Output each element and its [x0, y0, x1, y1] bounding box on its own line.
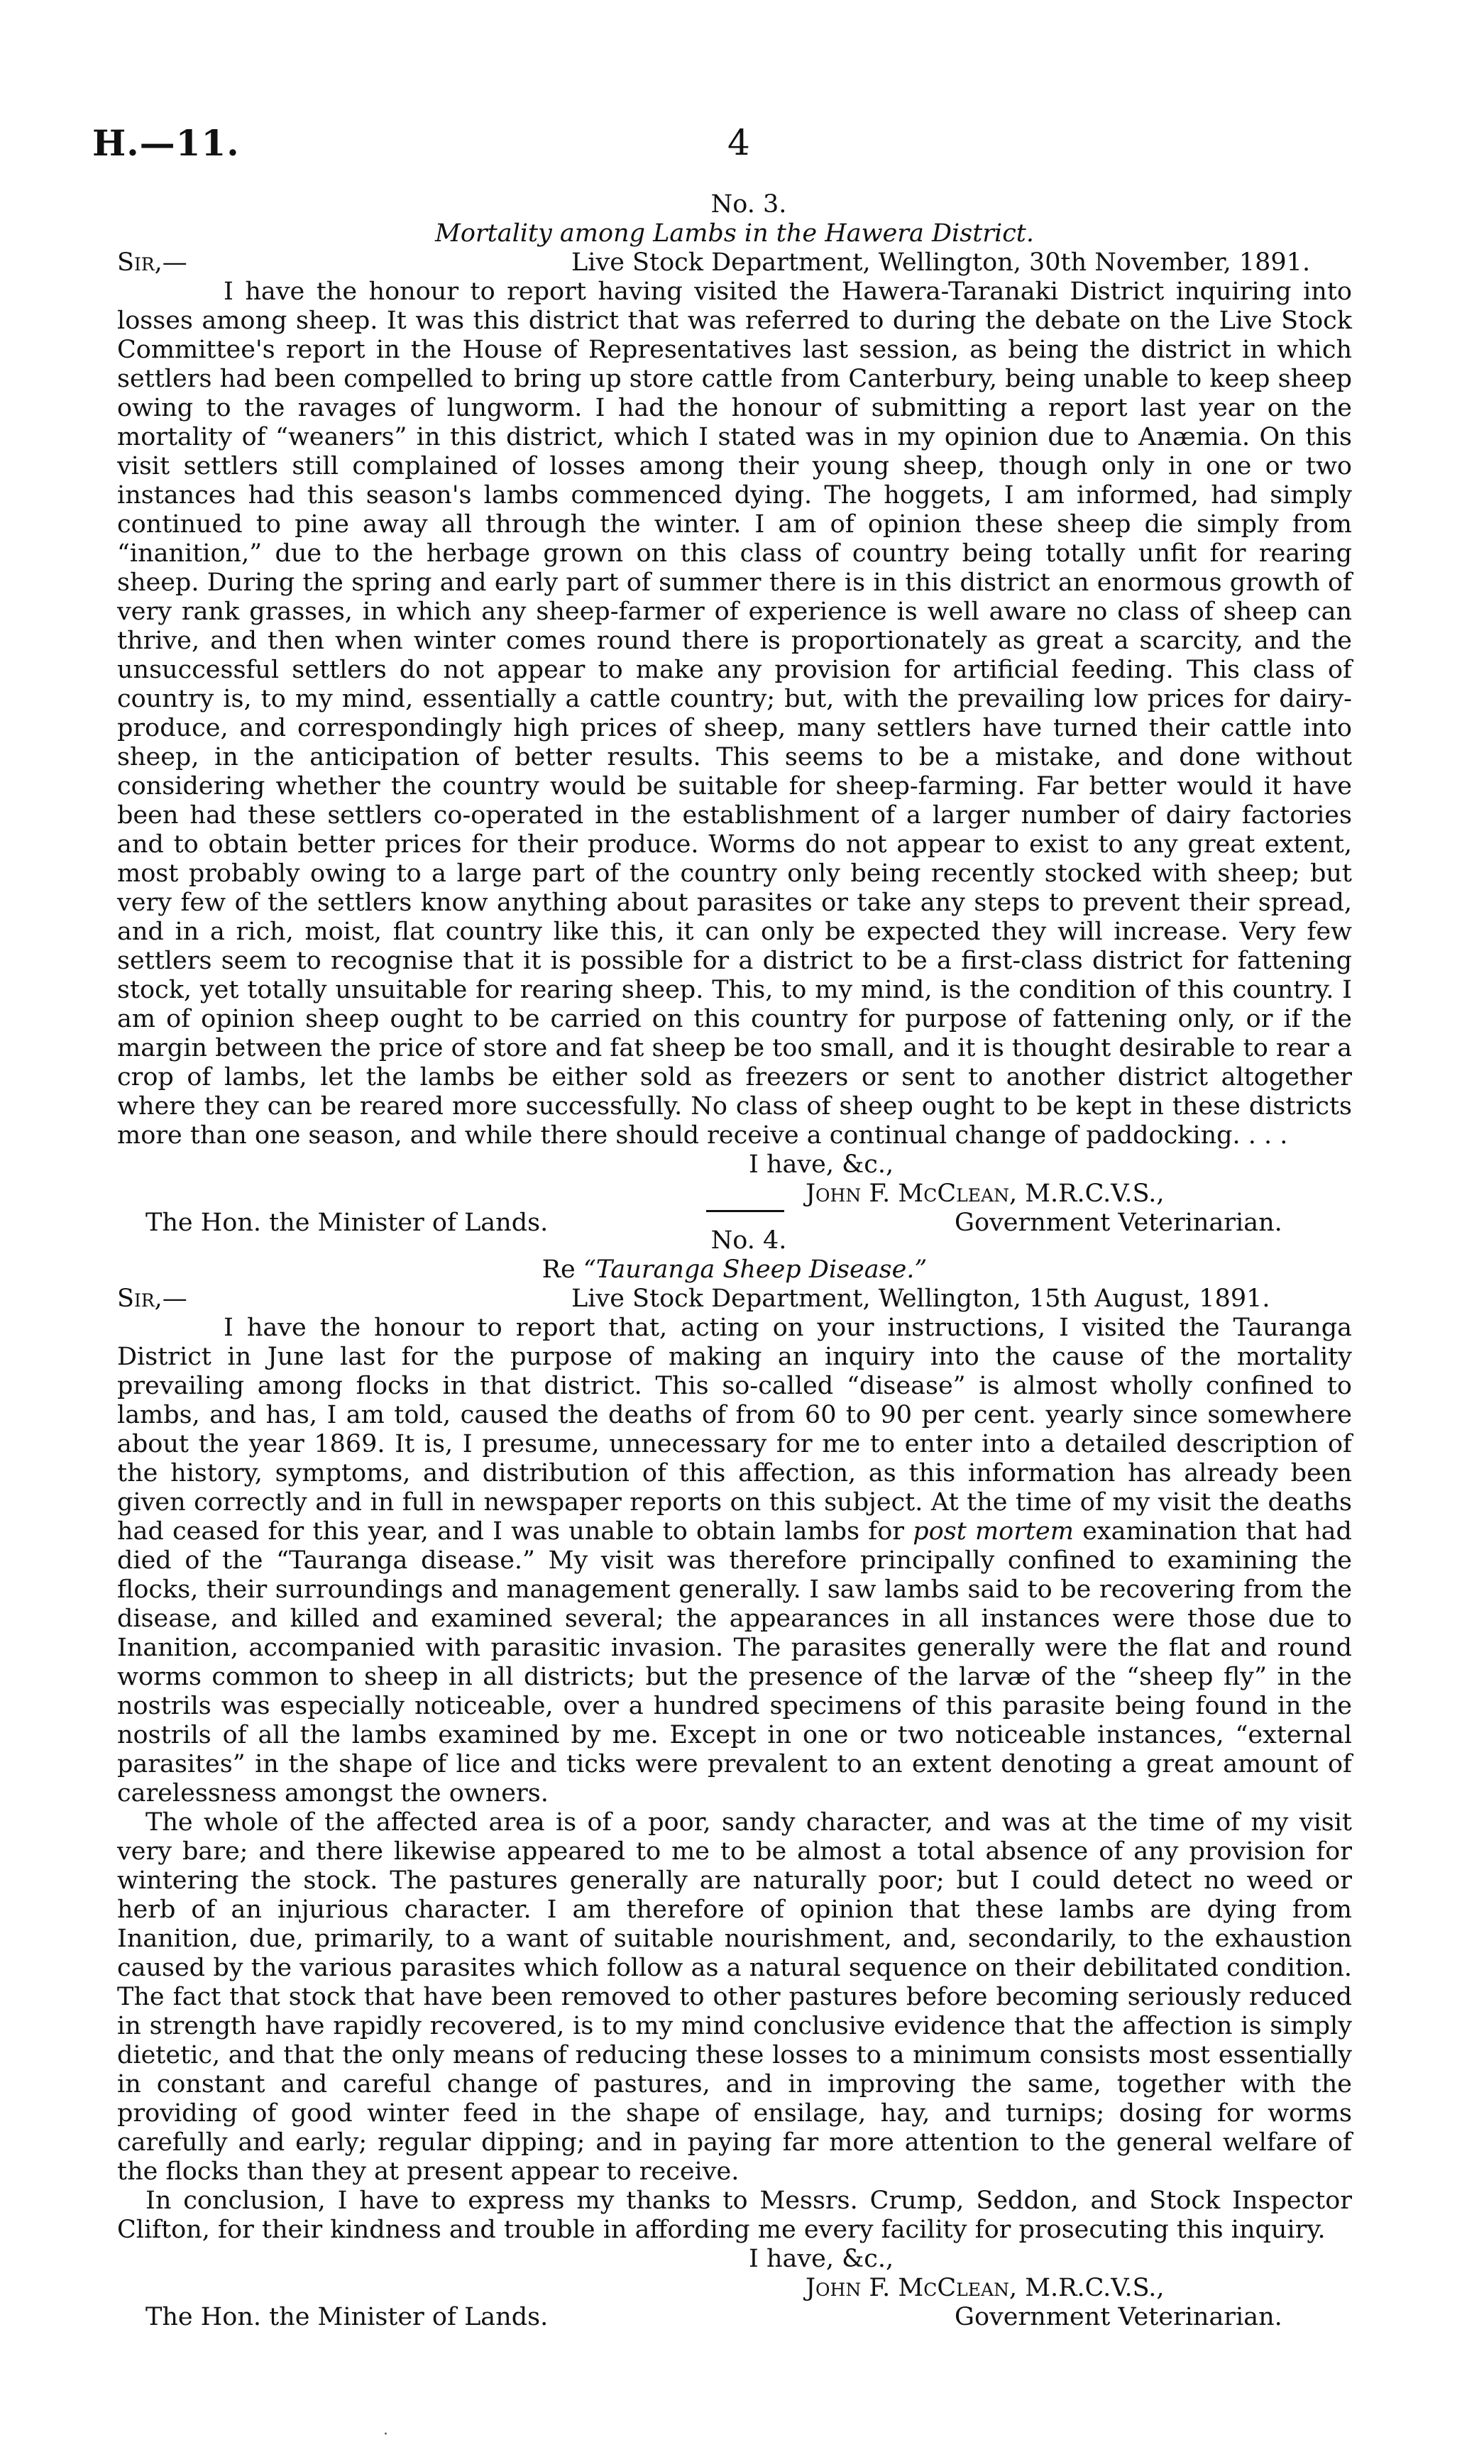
section-title: Mortality among Lambs in the Hawera District. — [435, 219, 1034, 248]
signature-name: John F. McClean, M.R.C.V.S., — [806, 1179, 1165, 1208]
salutation-line — [117, 248, 1352, 277]
section-title — [117, 1255, 1352, 1285]
salutation-line — [117, 1285, 1352, 1314]
section-no-4 — [117, 1226, 1352, 2332]
section-no-3 — [117, 190, 1352, 1238]
italic-phrase: post mortem — [913, 1517, 1074, 1546]
document-reference: H.—11. — [92, 122, 240, 164]
report-paragraph-3: In conclusion, I have to express my thanks to Messrs. Crump, Seddon, and Stock Inspector Clifton, for their kindness and trouble in affording me every facility for prosecuting this inquiry. — [117, 2187, 1352, 2244]
signature-title: Government Veterinarian. — [955, 1209, 1282, 1237]
signature-name: John F. McClean, M.R.C.V.S., — [806, 2274, 1165, 2302]
page-number: 4 — [727, 122, 750, 163]
section-divider — [706, 1210, 784, 1212]
addressee: The Hon. the Minister of Lands. — [145, 2303, 549, 2331]
section-title-prefix: Re — [542, 1255, 576, 1284]
report-paragraph-2: The whole of the affected area is of a poor, sandy character, and was at the time of my visit very bare; and there likewise appeared to me to be almost a total absence of any provision for wintering the stock. The pastures generally are naturally poor; but I could detect no weed or herb of an injurious character. I am therefore of opinion that these lambs are dying from Inanition, due, primarily, to a want of suitable nourishment, and, secondarily, to the exhaustion caused by the various parasites which follow as a natural sequence on their debilitated condition. The fact that stock that have been removed to other pastures before becoming seriously reduced in strength have rapidly recovered, is to my mind conclusive evidence that the affection is simply dietetic, and that the only means of reducing these losses to a minimum consists most essentially in constant and careful change of pastures, and in improving the same, together with the providing of good winter feed in the shape of ensilage, hay, and turnips; dosing for worms carefully and early; regular dipping; and in paying far more attention to the general welfare of the flocks than they at present appear to receive. — [117, 1808, 1352, 2186]
signature-title: Government Veterinarian. — [955, 2303, 1282, 2331]
closing: I have, &c., — [749, 1150, 894, 1179]
dateline: Live Stock Department, Wellington, 15th August, 1891. — [571, 1285, 1270, 1313]
dateline: Live Stock Department, Wellington, 30th November, 1891. — [571, 248, 1311, 277]
report-body: I have the honour to report having visited the Hawera-Taranaki District inquiring into losses among sheep. It was this district that was referred to during the debate on the Live Stock Committee's report in the House of Representatives last session, as being the district in which settlers had been compelled to bring up store cattle from Canterbury, being unable to keep sheep owing to the ravages of lungworm. I had the honour of submitting a report last year on the mortality of “weaners” in this district, which I stated was in my opinion due to Anæmia. On this visit settlers still complained of losses among their young sheep, though only in one or two instances had this season's lambs commenced dying. The hoggets, I am informed, had simply continued to pine away all through the winter. I am of opinion these sheep die simply from “inanition,” due to the herbage grown on this class of country being totally unfit for rearing sheep. During the spring and early part of summer there is in this district an enormous growth of very rank grasses, in which any sheep-farmer of experience is well aware no class of sheep can thrive, and then when winter comes round there is proportionately as great a scarcity, and the unsuccessful settlers do not appear to make any provision for artificial feeding. This class of country is, to my mind, essentially a cattle country; but, with the prevailing low prices for dairy-produce, and correspondingly high prices of sheep, many settlers have turned their cattle into sheep, in the anticipation of better results. This seems to be a mistake, and done without considering whether the country would be suitable for sheep-farming. Far better would it have been had these settlers co-operated in the establishment of a larger number of dairy factories and to obtain better prices for their produce. Worms do not appear to exist to any great extent, most probably owing to a large part of the country only being recently stocked with sheep; but very few of the settlers know anything about parasites or take any steps to prevent their spread, and in a rich, moist, flat country like this, it can only be expected they will increase. Very few settlers seem to recognise that it is possible for a district to be a first-class district for fattening stock, yet totally unsuitable for rearing sheep. This, to my mind, is the condition of this country. I am of opinion sheep ought to be carried on this country for purpose of fattening only, or if the margin between the price of store and fat sheep be too small, and it is thought desirable to rear a crop of lambs, let the lambs be either sold as freezers or sent to another district altogether where they can be reared more successfully. No class of sheep ought to be kept in these districts more than one season, and while there should receive a continual change of paddocking. . . . — [117, 277, 1352, 1150]
report-paragraph-1: I have the honour to report that, acting on your instructions, I visited the Tauranga District in June last for the purpose of making an inquiry into the cause of the mortality prevailing among flocks in that district. This so-called “disease” is almost wholly confined to lambs, and has, I am told, caused the deaths of from 60 to 90 per cent. yearly since somewhere about the year 1869. It is, I presume, unnecessary for me to enter into a detailed description of the history, symptoms, and distribution of this affection, as this information has already been given correctly and in full in newspaper reports on this subject. At the time of my visit the deaths had ceased for this year, and I was unable to obtain lambs for post mortem examination that had died of the “Tauranga disease.” My visit was therefore principally confined to examining the flocks, their surroundings and management generally. I saw lambs said to be recovering from the disease, and killed and examined several; the appearances in all instances were those due to Inanition, accompanied with parasitic invasion. The parasites generally were the flat and round worms common to sheep in all districts; but the presence of the larvæ of the “sheep fly” in the nostrils was especially noticeable, over a hundred specimens of this parasite being found in the nostrils of all the lambs examined by me. Except in one or two noticeable instances, “external parasites” in the shape of lice and ticks were prevalent to an extent denoting a great amount of carelessness amongst the owners. — [117, 1314, 1352, 1808]
section-title-text: “Tauranga Sheep Disease.” — [583, 1255, 928, 1284]
salutation: Sir,— — [117, 1285, 187, 1313]
closing: I have, &c., — [749, 2245, 894, 2273]
section-number: No. 3. — [710, 190, 787, 219]
salutation: Sir,— — [117, 248, 187, 277]
addressee: The Hon. the Minister of Lands. — [145, 1209, 549, 1237]
address-line — [117, 2303, 1352, 2332]
print-speck: · — [383, 2426, 388, 2443]
section-number: No. 4. — [710, 1226, 787, 1255]
